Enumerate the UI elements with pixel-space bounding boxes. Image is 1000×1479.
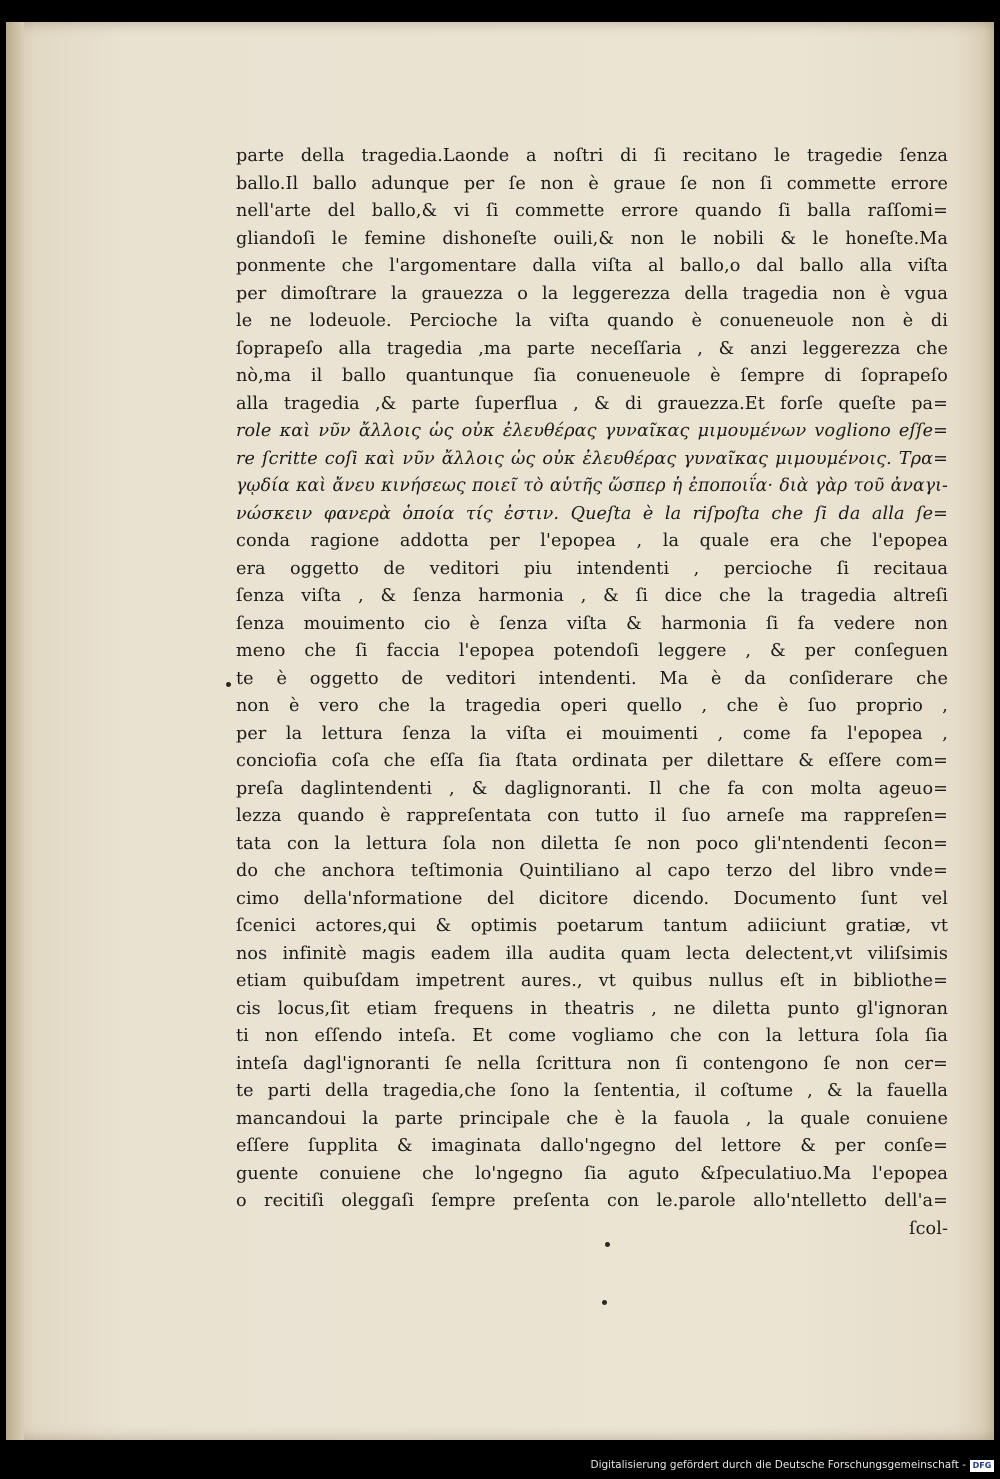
text-line: meno che ſi faccia l'epopea potendoſi leggere , & per conſeguen	[236, 641, 948, 661]
text-line: o recitiſi oleggaſi ſempre preſenta con le.parole allo'ntelletto dell'a=	[236, 1191, 948, 1211]
text-line: ſenza viſta , & ſenza harmonia , & ſi dice che la tragedia altreſi	[236, 586, 948, 606]
text-line: lezza quando è rappreſentata con tutto il ſuo arneſe ma rappreſen=	[236, 806, 948, 826]
text-line: ti non eſſendo inteſa. Et come vogliamo che con la lettura ſola ſia	[236, 1026, 948, 1046]
text-line: conda ragione addotta per l'epopea , la quale era che l'epopea	[236, 531, 948, 551]
text-line: cis locus,ſit etiam frequens in theatris , ne diletta punto gl'ignoran	[236, 998, 948, 1019]
margin-dot	[226, 682, 231, 687]
text-line: conciofia coſa che eſſa ſia ſtata ordinata per dilettare & eſſere com=	[236, 751, 948, 771]
text-line: nos infinitè magis eadem illa audita quam lecta delectent,vt viliſsimis	[236, 943, 948, 964]
text-line: etiam quibuſdam impetrent aures., vt quibus nullus eſt in bibliothe=	[236, 971, 948, 991]
text-line: te è oggetto de veditori intendenti. Ma è da conſiderare che	[236, 668, 948, 689]
text-line: role καὶ νῦν ἄλλοις ὡς οὐκ ἐλευθέρας γυναῖκας μιμουμένων vogliono eſſe=	[236, 421, 948, 441]
text-line: ſenza mouimento cio è ſenza viſta & harmonia ſi fa vedere non	[236, 613, 948, 634]
text-line: do che anchora teſtimonia Quintiliano al capo terzo del libro vnde=	[236, 861, 948, 881]
text-line: mancandoui la parte principale che è la fauola , la quale conuiene	[236, 1108, 948, 1129]
text-line: le ne lodeuole. Percioche la viſta quando è conueneuole non è di	[236, 311, 948, 331]
book-page	[6, 22, 994, 1440]
text-line: guente conuiene che lo'ngegno ſia aguto &ſpeculatiuo.Ma l'epopea	[236, 1163, 948, 1184]
text-line: nò,ma il ballo quantunque ſia conueneuole è ſempre di ſoprapeſo	[236, 366, 948, 386]
text-line: tata con la lettura ſola non diletta ſe non poco gli'ntendenti ſecon=	[236, 833, 948, 854]
text-line: non è vero che la tragedia operi quello , che è ſuo proprio ,	[236, 696, 948, 716]
catchword: ſcol-	[908, 1218, 948, 1239]
dfg-logo: DFG	[970, 1460, 994, 1472]
page-edge	[6, 22, 24, 1440]
text-line: ſoprapeſo alla tragedia ,ma parte neceſſaria , & anzi leggerezza che	[236, 338, 948, 359]
text-line: nell'arte del ballo,& vi ſi commette errore quando ſi balla raſſomi=	[236, 201, 948, 221]
text-line: parte della tragedia.Laonde a noſtri di ſi recitano le tragedie ſenza	[236, 146, 948, 166]
text-line: te parti della tragedia,che ſono la ſententia, il coſtume , & la fauella	[236, 1081, 948, 1101]
text-line: inteſa dagl'ignoranti ſe nella ſcrittura non ſi contengono ſe non cer=	[236, 1053, 948, 1074]
text-line: ponmente che l'argomentare dalla viſta al ballo,o dal ballo alla viſta	[236, 256, 948, 276]
text-line: per la lettura ſenza la viſta ei mouimenti , come fa l'epopea ,	[236, 723, 948, 744]
text-line: era oggetto de veditori piu intendenti , percioche ſi recitaua	[236, 558, 948, 579]
ink-dot	[605, 1242, 610, 1247]
text-line: cimo della'nformatione del dicitore dicendo. Documento ſunt vel	[236, 888, 948, 909]
footer-credit: Digitalisierung gefördert durch die Deutsche Forschungsgemeinschaft -	[590, 1459, 966, 1471]
text-line: preſa daglintendenti , & daglignoranti. Il che fa con molta ageuo=	[236, 778, 948, 799]
text-line: γῳδία καὶ ἄνευ κινήσεως ποιεῖ τὸ αὑτῆς ὥσπερ ἡ ἐποποιΐα· διὰ γὰρ τοῦ ἀναγι-	[236, 476, 948, 496]
text-line: ballo.Il ballo adunque per ſe non è graue ſe non ſi commette errore	[236, 173, 948, 194]
text-line: gliandoſi le femine dishoneſte ouili,& non le nobili & le honeſte.Ma	[236, 228, 948, 249]
footer-bar	[0, 1440, 1000, 1479]
text-line: eſſere ſupplita & imaginata dallo'ngegno del lettore & per conſe=	[236, 1136, 948, 1156]
text-line: νώσκειν φανερὰ ὁποία τίς ἐστιν. Queſta è la riſpoſta che ſi da alla ſe=	[236, 503, 948, 524]
text-line: per dimoſtrare la grauezza o la leggerezza della tragedia non è vgua	[236, 283, 948, 304]
text-line: alla tragedia ,& parte ſuperflua , & di grauezza.Et forſe queſte pa=	[236, 393, 948, 414]
ink-dot-lower	[602, 1300, 607, 1305]
text-line: re ſcritte coſi καὶ νῦν ἄλλοις ὡς οὐκ ἐλευθέρας γυναῖκας μιμουμένοις. Τρα=	[236, 448, 948, 469]
text-line: ſcenici actores,qui & optimis poetarum tantum adiiciunt gratiæ, vt	[236, 916, 948, 936]
text-block	[236, 143, 948, 1243]
